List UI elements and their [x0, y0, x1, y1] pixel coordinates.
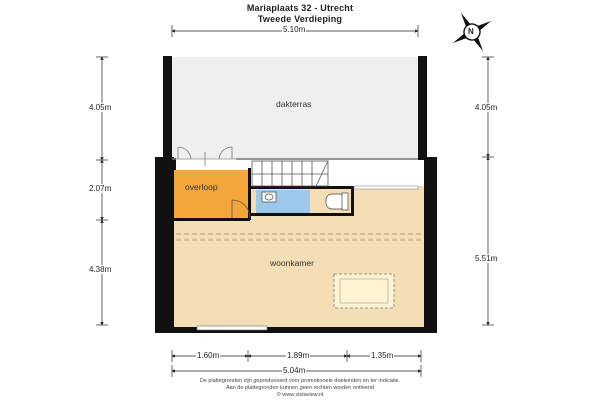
landing-floor-overlay — [174, 170, 250, 220]
disclaimer-line-1: De plattegronden zijn geproduceerd voor promotionele doeleinden en ter indicatie. — [199, 378, 401, 384]
dimension-left-height-2: 2.07m — [89, 184, 112, 193]
room-label-landing: overloop — [185, 182, 218, 192]
dimension-bottom-total: 5.04m — [283, 366, 306, 375]
bottom-window — [197, 326, 267, 330]
room-label-living: woonkamer — [270, 258, 314, 268]
plan-title: Mariaplaats 32 - Utrecht — [246, 3, 354, 13]
disclaimer-line-2: Aan de plattegronden kunnen geen rechten worden ontleend — [225, 385, 374, 391]
room-label-terrace: dakterras — [276, 99, 312, 109]
dimension-bottom-segment-2: 1.89m — [287, 351, 310, 360]
dimension-right-height-1: 4.05m — [475, 103, 498, 112]
dimension-top-width: 5.10m — [283, 25, 306, 34]
disclaimer-line-3: © www.vistaview.nl — [276, 392, 324, 398]
skylight — [334, 274, 394, 308]
dimension-left-height-3: 4.38m — [89, 265, 112, 274]
dimension-left-height-1: 4.05m — [89, 103, 112, 112]
dimension-bottom-segment-3: 1.35m — [371, 351, 394, 360]
dimension-bottom-segment-1: 1.60m — [197, 351, 220, 360]
plan-subtitle: Tweede Verdieping — [257, 14, 343, 24]
compass-north-label: N — [468, 27, 474, 36]
dimension-right-height-2: 5.51m — [475, 254, 498, 263]
